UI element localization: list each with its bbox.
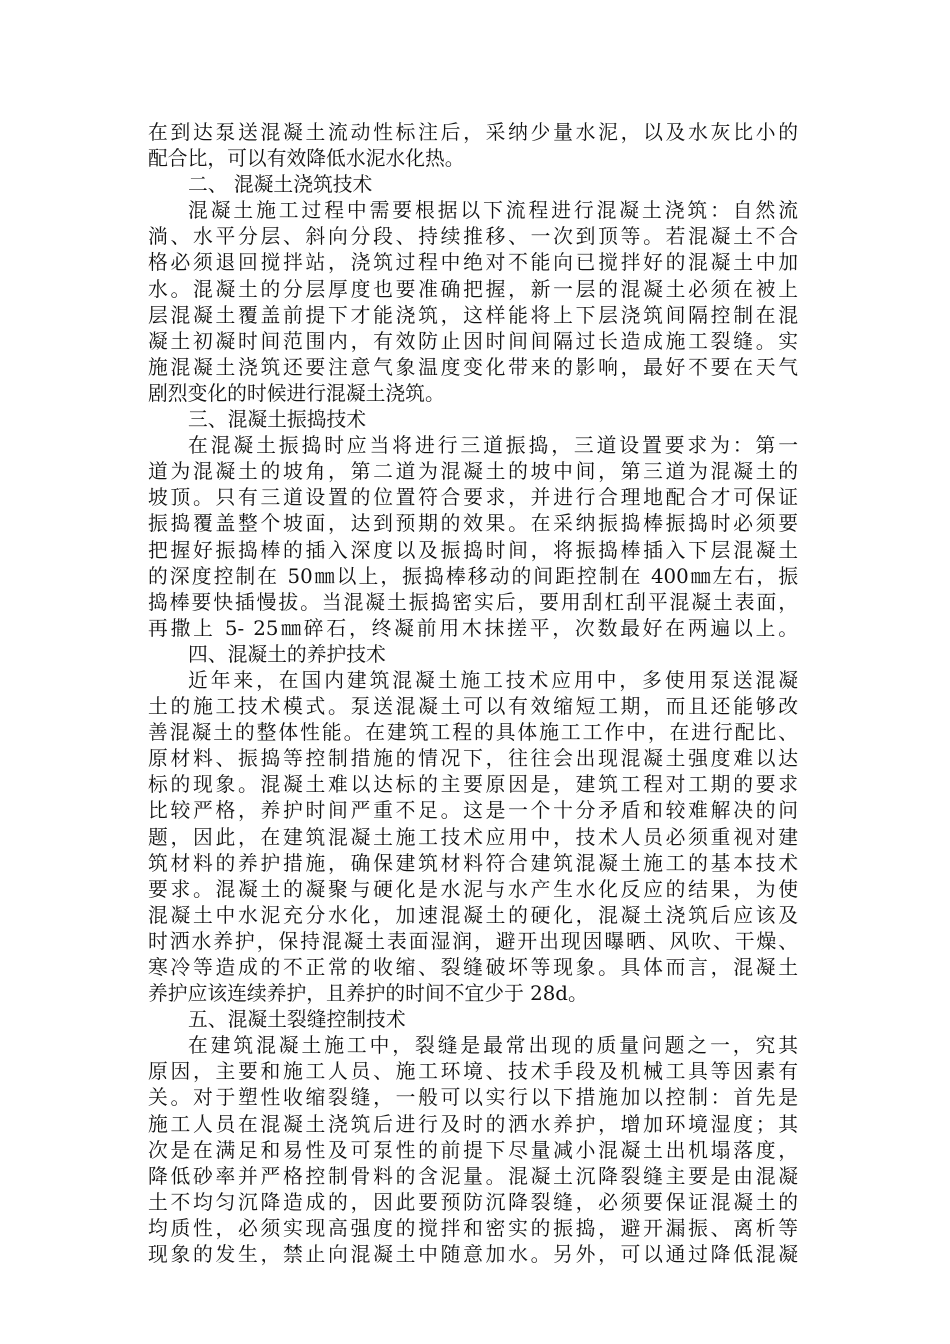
text-line: 寒冷等造成的不正常的收缩、裂缝破坏等现象。具体而言，混凝土 [148, 956, 798, 979]
text-line: 土的施工技术模式。泵送混凝土可以有效缩短工期，而且还能够改 [148, 695, 798, 719]
text-line: 剧烈变化的时候进行混凝土浇筑。 [148, 381, 445, 405]
text-line: 标的现象。混凝土难以达标的主要原因是，建筑工程对工期的要求 [148, 773, 798, 797]
text-line: 四、混凝土的养护技术 [188, 642, 386, 666]
text-line: 凝土初凝时间范围内，有效防止因时间间隔过长造成施工裂缝。实 [148, 329, 798, 353]
text-line: 在混凝土振捣时应当将进行三道振捣，三道设置要求为：第一 [188, 434, 798, 458]
text-line: 时洒水养护，保持混凝土表面湿润，避开出现因曝晒、风吹、干燥、 [148, 929, 798, 953]
text-line: 混凝土中水泥充分水化，加速混凝土的硬化，混凝土浇筑后应该及 [148, 903, 798, 927]
text-line: 二、 混凝土浇筑技术 [188, 173, 373, 197]
text-line: 关。对于塑性收缩裂缝，一般可以实行以下措施加以控制：首先是 [148, 1086, 798, 1110]
text-line: 在建筑混凝土施工中，裂缝是最常出现的质量问题之一，究其 [188, 1034, 798, 1058]
text-line: 善混凝土的整体性能。在建筑工程的具体施工工作中，在进行配比、 [148, 721, 798, 745]
text-line: 水。混凝土的分层厚度也要准确把握，新一层的混凝土必须在被上 [148, 277, 798, 301]
text-line: 混凝土施工过程中需要根据以下流程进行混凝土浇筑：自然流 [188, 199, 798, 223]
text-line: 筑材料的养护措施，确保建筑材料符合建筑混凝土施工的基本技术 [148, 851, 798, 875]
text-line: 比较严格，养护时间严重不足。这是一个十分矛盾和较难解决的问 [148, 799, 798, 823]
text-line: 格必须退回搅拌站，浇筑过程中绝对不能向已搅拌好的混凝土中加 [148, 251, 798, 275]
text-line: 在到达泵送混凝土流动性标注后，采纳少量水泥，以及水灰比小的 [148, 121, 798, 144]
text-line: 现象的发生，禁止向混凝土中随意加水。另外，可以通过降低混凝 [148, 1243, 798, 1267]
text-line: 降低砂率并严格控制骨料的含泥量。混凝土沉降裂缝主要是由混凝 [148, 1164, 798, 1188]
text-line: 的深度控制在 50㎜以上，振捣棒移动的间距控制在 400㎜左右，振 [148, 564, 798, 588]
text-line: 把握好振捣棒的插入深度以及振捣时间，将振捣棒插入下层混凝土 [148, 538, 798, 562]
text-line: 施混凝土浇筑还要注意气象温度变化带来的影响，最好不要在天气 [148, 355, 798, 379]
text-line: 近年来，在国内建筑混凝土施工技术应用中，多使用泵送混凝 [188, 668, 798, 692]
text-line: 施工人员在混凝土浇筑后进行及时的洒水养护，增加环境湿度；其 [148, 1112, 798, 1136]
text-line: 五、混凝土裂缝控制技术 [188, 1008, 406, 1032]
text-line: 次是在满足和易性及可泵性的前提下尽量减小混凝土出机塌落度， [148, 1138, 798, 1162]
text-line: 均质性，必须实现高强度的搅拌和密实的振捣，避开漏振、离析等 [148, 1216, 798, 1240]
text-line: 淌、水平分层、斜向分段、持续推移、一次到顶等。若混凝土不合 [148, 225, 798, 249]
text-line: 振捣覆盖整个坡面，达到预期的效果。在采纳振捣棒振捣时必须要 [148, 512, 798, 536]
text-line: 三、混凝土振捣技术 [188, 408, 367, 432]
text-line: 原材料、振捣等控制措施的情况下，往往会出现混凝土强度难以达 [148, 747, 798, 771]
text-line: 题，因此，在建筑混凝土施工技术应用中，技术人员必须重视对建 [148, 825, 798, 849]
text-line: 原因，主要和施工人员、施工环境、技术手段及机械工具等因素有 [148, 1060, 798, 1084]
text-line: 坡顶。只有三道设置的位置符合要求，并进行合理地配合才可保证 [148, 486, 798, 510]
text-line: 土不均匀沉降造成的，因此要预防沉降裂缝，必须要保证混凝土的 [148, 1190, 798, 1214]
text-line: 配合比，可以有效降低水泥水化热。 [148, 147, 465, 171]
text-line: 再撒上 5- 25㎜碎石，终凝前用木抹搓平，次数最好在两遍以上。 [148, 616, 798, 640]
text-line: 捣棒要快插慢拔。当混凝土振捣密实后，要用刮杠刮平混凝土表面， [148, 590, 798, 614]
text-line: 道为混凝土的坡角，第二道为混凝土的坡中间，第三道为混凝土的 [148, 460, 798, 484]
text-line: 要求。混凝土的凝聚与硬化是水泥与水产生水化反应的结果，为使 [148, 877, 798, 901]
text-line: 层混凝土覆盖前提下才能浇筑，这样能将上下层浇筑间隔控制在混 [148, 303, 798, 327]
document-page [148, 120, 798, 1268]
text-line: 养护应该连续养护，且养护的时间不宜少于 28d。 [148, 982, 588, 1006]
